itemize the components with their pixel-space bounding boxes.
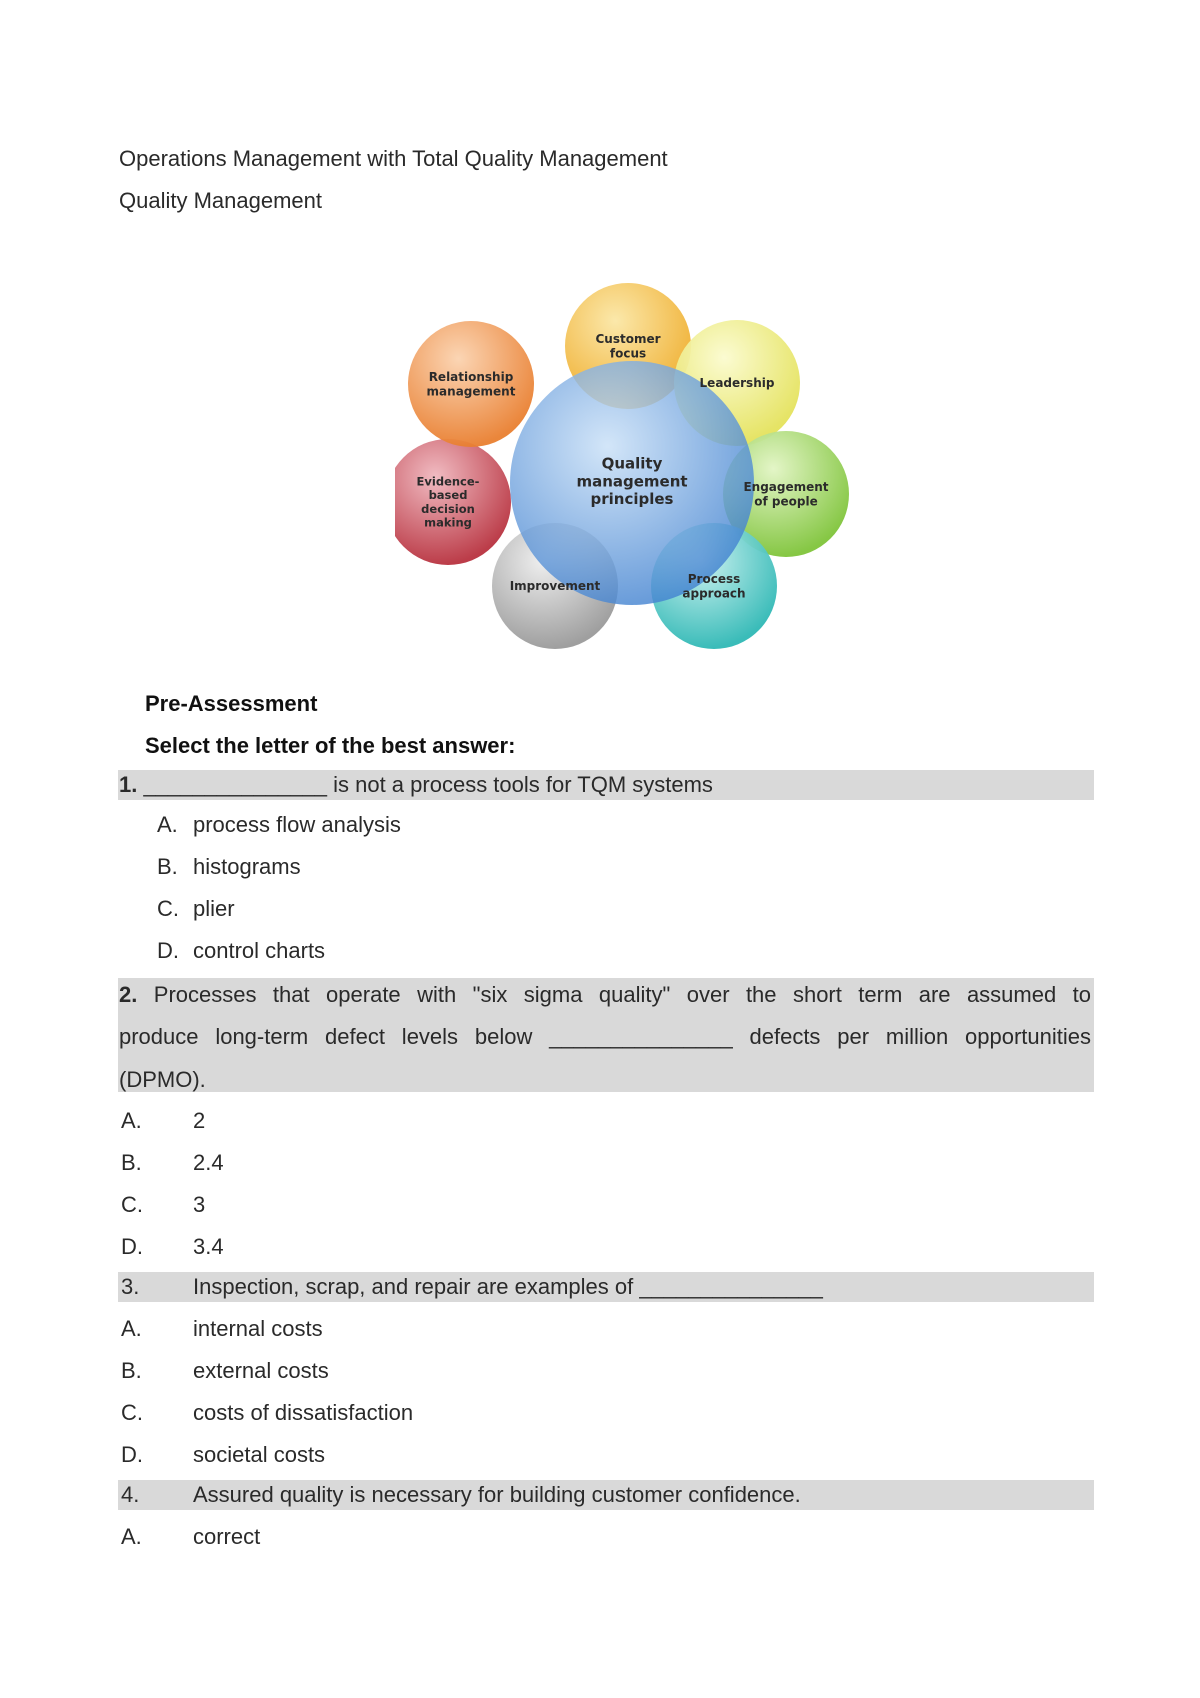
node-engagement-of-people-label-line: Engagement	[743, 480, 829, 495]
quality-principles-diagram	[395, 278, 870, 668]
q1-option-c-letter: C.	[157, 896, 179, 921]
assessment-heading: Pre-Assessment	[145, 691, 318, 716]
assessment-instruction: Select the letter of the best answer:	[145, 733, 516, 758]
q3-option-b-text: external costs	[193, 1358, 329, 1383]
node-evidence-based-decision-label-line: based	[428, 488, 468, 503]
q2-option-d-letter: D.	[121, 1234, 143, 1259]
q1-option-b-letter: B.	[157, 854, 178, 879]
q4-option-a-text: correct	[193, 1524, 261, 1549]
center-label-line: management	[576, 472, 688, 491]
node-relationship-management-label	[427, 370, 516, 398]
node-relationship-management-label-line: management	[426, 384, 516, 399]
q2-option-d-text: 3.4	[193, 1234, 224, 1259]
node-evidence-based-decision-label-line: decision	[421, 501, 475, 516]
q3-option-a-letter: A.	[121, 1316, 142, 1341]
q3-option-c-letter: C.	[121, 1400, 143, 1425]
q2-option-c-letter: C.	[121, 1192, 143, 1217]
node-engagement-of-people-label-line: of people	[754, 494, 818, 509]
q3-option-b-letter: B.	[121, 1358, 142, 1383]
question-3-text: Inspection, scrap, and repair are examples of _______________	[193, 1274, 823, 1299]
q2-option-b-letter: B.	[121, 1150, 142, 1175]
node-evidence-based-decision-label-line: making	[424, 515, 472, 530]
node-improvement-label-line: Improvement	[509, 579, 601, 594]
node-process-approach-label-line: Process	[687, 572, 741, 587]
question-2-text-3: (DPMO).	[119, 1067, 206, 1092]
node-improvement-label	[510, 579, 601, 593]
question-2-text-1: Processes that operate with "six sigma quality" over the short term are assumed to	[153, 982, 1091, 1007]
node-engagement-of-people-label	[743, 480, 828, 508]
q3-option-d-text: societal costs	[193, 1442, 326, 1467]
node-leadership-label-line: Leadership	[699, 376, 775, 391]
q2-option-b-text: 2.4	[193, 1150, 224, 1175]
node-customer-focus-label-line: Customer	[595, 332, 661, 347]
node-customer-focus-label-line: focus	[609, 346, 647, 361]
q1-option-c-text: plier	[193, 896, 235, 921]
q1-option-d-letter: D.	[157, 938, 179, 963]
q1-option-d-text: control charts	[193, 938, 326, 963]
question-1-number: 1.	[119, 772, 138, 797]
node-process-approach-label	[682, 572, 745, 600]
q2-option-a-letter: A.	[121, 1108, 142, 1133]
node-process-approach-label-line: approach	[682, 586, 746, 601]
question-1-text: _______________ is not a process tools for TQM systems	[137, 772, 713, 797]
question-1	[119, 771, 713, 799]
document-title: Operations Management with Total Quality Management	[119, 146, 668, 171]
q3-option-c-text: costs of dissatisfaction	[193, 1400, 414, 1425]
q3-option-a-text: internal costs	[193, 1316, 323, 1341]
node-evidence-based-decision-label-line: Evidence-	[416, 474, 480, 489]
q4-option-a-letter: A.	[121, 1524, 142, 1549]
q1-option-a-letter: A.	[157, 812, 178, 837]
q2-option-a-text: 2	[193, 1108, 206, 1133]
node-leadership-label	[700, 376, 775, 390]
question-2-text-2: produce long-term defect levels below _______________ defects per million opportunities	[119, 1024, 1091, 1049]
question-2-number: 2.	[119, 982, 138, 1007]
question-4-text: Assured quality is necessary for building customer confidence.	[193, 1482, 801, 1507]
question-2-line-1	[119, 982, 1091, 1008]
question-3-number: 3.	[121, 1274, 140, 1299]
question-4-number: 4.	[121, 1482, 140, 1507]
node-evidence-based-decision-label	[417, 475, 480, 530]
q3-option-d-letter: D.	[121, 1442, 143, 1467]
q1-option-a-text: process flow analysis	[193, 812, 401, 837]
center-label-line: Quality	[601, 454, 663, 473]
node-relationship-management-label-line: Relationship	[428, 370, 514, 385]
document-subtitle: Quality Management	[119, 188, 322, 213]
center-label-line: principles	[590, 489, 674, 508]
q1-option-b-text: histograms	[193, 854, 301, 879]
q2-option-c-text: 3	[193, 1192, 206, 1217]
